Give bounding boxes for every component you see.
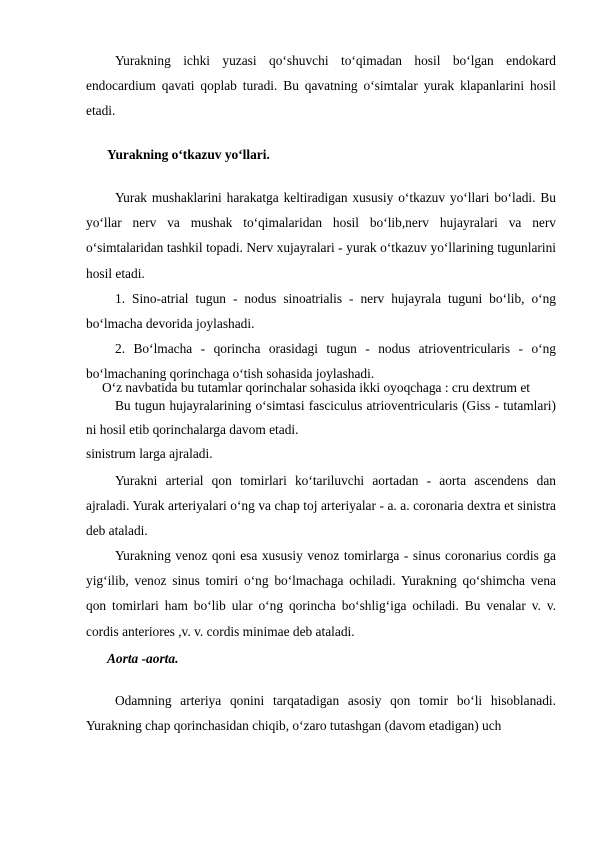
paragraph-sinistrum: sinistrum larga ajraladi. — [86, 446, 213, 461]
section-heading-conduction: Yurakning o‘tkazuv yo‘llari. — [107, 147, 270, 162]
paragraph-endocard: Yurakning ichki yuzasi qo‘shuvchi to‘qimadan hosil bo‘lgan endokard endocardium qavati qoplab turadi. Bu qavatning o‘simtalar yurak klapanlarini hosil etadi. — [86, 53, 556, 119]
paragraph-atrioventricular-node: 2. Bo‘lmacha - qorincha orasidagi tugun - nodus atrioventricularis - o‘ng bo‘lmachaning qorinchaga o‘tish sohasida joylashadi. — [86, 341, 556, 382]
paragraph-sinoatrial-node: 1. Sino-atrial tugun - nodus sinoatrialis - nerv hujayrala tuguni bo‘lib, o‘ng bo‘lmacha devorida joylashadi. — [86, 291, 556, 332]
paragraph-aorta-intro: Odamning arteriya qonini tarqatadigan asosiy qon tomir bo‘li hisoblanadi. Yurakning chap qorinchasidan chiqib, o‘zaro tutashgan (davom etadigan) uch — [86, 693, 556, 734]
paragraph-veins: Yurakning venoz qoni esa xususiy venoz tomirlarga - sinus coronarius cordis ga yig‘ilib, venoz sinus tomiri o‘ng bo‘lmachaga ochiladi. Yurakning qo‘shimcha vena qon tomirlari ham bo‘lib ular o‘ng qorincha bo‘shlig‘iga ochiladi. Bu venalar v. v. cordis anteriores ,v. v. cordis minimae deb ataladi. — [86, 548, 556, 639]
section-heading-aorta: Aorta -aorta. — [107, 651, 179, 666]
paragraph-conduction-intro: Yurak mushaklarini harakatga keltiradigan xususiy o‘tkazuv yo‘llari bo‘ladi. Bu yo‘llar nerv va mushak to‘qimalaridan hosil bo‘lib,nerv hujayralari va nerv o‘simtalaridan tashkil topadi. Nerv xujayralari - yurak o‘tkazuv yo‘llarining tugunlarini hosil etadi. — [86, 190, 556, 281]
paragraph-arteries: Yurakni arterial qon tomirlari ko‘tariluvchi aortadan - aorta ascendens dan ajraladi. Yurak arteriyalari o‘ng va chap toj arteriyalar - a. a. coronaria dextra et sinistra deb ataladi. — [86, 473, 556, 539]
paragraph-his-bundle: Bu tugun hujayralarining o‘simtasi fasciculus atrioventricularis (Giss - tutamlari) ni hosil etib qorinchalarga davom etadi. — [86, 398, 556, 437]
paragraph-bundle-legs: O‘z navbatida bu tutamlar qorinchalar sohasida ikki oyoqchaga : cru dextrum et — [102, 380, 530, 395]
